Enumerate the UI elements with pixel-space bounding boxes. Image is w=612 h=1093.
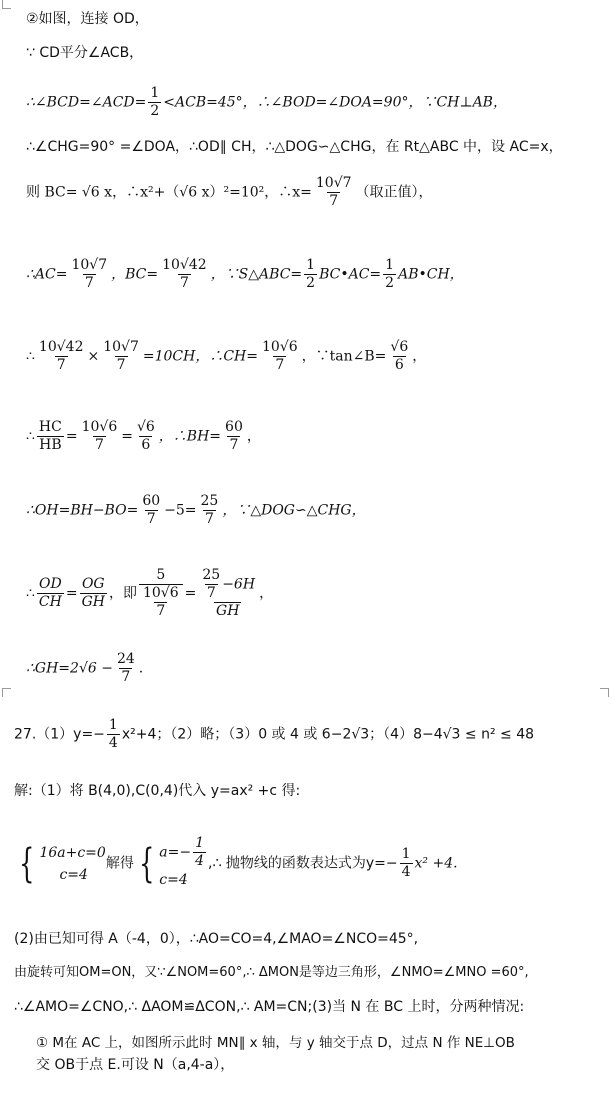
denominator: GH bbox=[81, 594, 105, 610]
text: = bbox=[65, 428, 78, 445]
fraction bbox=[80, 577, 107, 610]
equation bbox=[159, 836, 208, 869]
numerator: 25 bbox=[200, 493, 219, 509]
numerator: 1 bbox=[150, 85, 160, 101]
denominator: 7 bbox=[329, 193, 339, 209]
fraction bbox=[80, 420, 120, 453]
denominator: 7 bbox=[229, 437, 239, 453]
text: ，BC= bbox=[111, 266, 159, 283]
text: ∴∠BCD=∠ACD= bbox=[26, 94, 147, 111]
text: BC•AC= bbox=[319, 266, 382, 283]
text: ，∵△DOG∽△CHG， bbox=[222, 502, 366, 519]
denominator: 7 bbox=[116, 357, 126, 373]
q27-case1-line1 bbox=[36, 1034, 515, 1052]
text: ，∴BH= bbox=[158, 428, 222, 445]
numerator: 1 bbox=[195, 835, 205, 851]
text: =10CH，∴CH= bbox=[142, 348, 258, 365]
numerator: 5 bbox=[156, 567, 166, 583]
text: <ACB=45°，∴∠BOD=∠DOA=90°，∵CH⊥AB， bbox=[163, 94, 507, 111]
fraction bbox=[193, 836, 206, 869]
line-ch-value bbox=[26, 340, 426, 373]
numerator: 60 bbox=[225, 419, 243, 435]
numerator: √6 bbox=[390, 339, 409, 355]
numerator: 1 bbox=[108, 717, 118, 733]
q27-answers bbox=[14, 718, 534, 751]
fraction bbox=[37, 340, 86, 373]
q27-case1-line2 bbox=[36, 1056, 234, 1074]
text: (2)由已知可得 A（-4，0），∴AO=CO=4,∠MAO=∠NCO=45°, bbox=[14, 931, 419, 947]
fraction bbox=[115, 652, 137, 685]
text: ②如图，连接 OD， bbox=[26, 11, 149, 27]
denominator: 7 bbox=[94, 437, 104, 453]
numerator: 1 bbox=[401, 846, 411, 862]
compound-fraction bbox=[198, 568, 257, 619]
compound-fraction bbox=[139, 568, 183, 619]
numerator: 10√6 bbox=[142, 585, 179, 601]
denominator: 4 bbox=[195, 853, 205, 869]
numerator: 25 bbox=[202, 567, 221, 583]
line-bh-value bbox=[26, 420, 261, 453]
fraction bbox=[69, 258, 109, 291]
text: ， bbox=[259, 585, 274, 602]
fraction bbox=[400, 847, 413, 880]
denominator: 4 bbox=[108, 735, 118, 751]
fraction bbox=[314, 176, 354, 209]
denominator: 7 bbox=[146, 511, 156, 527]
denominator: 6 bbox=[394, 357, 404, 373]
line-ac-bc-area bbox=[26, 258, 464, 291]
text: ，即 bbox=[108, 585, 137, 602]
fraction bbox=[383, 258, 396, 291]
text: （取正值）， bbox=[355, 184, 433, 201]
line-angle-chg bbox=[26, 138, 563, 156]
fraction bbox=[160, 258, 209, 291]
text: x²+4；（2）略；（3）0 或 4 或 6−2√3；（4）8−4√3 ≤ n² ≤ 48 bbox=[121, 726, 535, 743]
text: ,∴ 抛物线的函数表达式为y=− bbox=[208, 855, 398, 872]
inner-fraction bbox=[200, 568, 222, 601]
numerator: 10√6 bbox=[81, 419, 118, 435]
denominator: 7 bbox=[121, 669, 131, 685]
denominator: GH bbox=[216, 603, 240, 619]
text: 27.（1）y=− bbox=[14, 726, 105, 743]
text: ，∵S△ABC= bbox=[210, 266, 303, 283]
denominator: 4 bbox=[401, 864, 411, 880]
text: −6H bbox=[222, 576, 256, 593]
text: ， bbox=[412, 348, 427, 365]
denominator: 7 bbox=[84, 275, 94, 291]
numerator: 1 bbox=[385, 257, 395, 273]
numerator: √6 bbox=[136, 419, 155, 435]
text: = bbox=[184, 585, 197, 602]
text: ， bbox=[246, 428, 261, 445]
text: x² +4. bbox=[414, 855, 458, 872]
text: −5= bbox=[164, 502, 197, 519]
fraction bbox=[148, 86, 161, 119]
fraction bbox=[304, 258, 317, 291]
fraction bbox=[199, 494, 221, 527]
q27-part2-line2 bbox=[14, 964, 529, 982]
fraction bbox=[135, 420, 157, 453]
text: 交 OB于点 E.可设 N（a,4-a）， bbox=[36, 1057, 235, 1073]
numerator: 10√7 bbox=[315, 175, 352, 191]
text: ∴ bbox=[26, 585, 35, 602]
line-connect-od bbox=[26, 10, 149, 28]
text: ，∵tan∠B= bbox=[301, 348, 387, 365]
text: 则 BC= √6 x，∴x²+（√6 x）²=10²，∴x= bbox=[26, 184, 312, 201]
numerator: OD bbox=[39, 576, 62, 592]
equation: c=4 bbox=[59, 866, 88, 883]
text: ∴GH=2√6 − bbox=[26, 660, 113, 677]
text: = bbox=[65, 585, 78, 602]
denominator: 7 bbox=[179, 275, 189, 291]
numerator: OG bbox=[81, 576, 105, 592]
text: ∴∠CHG=90° =∠DOA，∴OD∥ CH，∴△DOG∽△CHG，在 Rt△ABC 中，设 AC=x， bbox=[26, 139, 563, 155]
text: ∴∠AMO=∠CNO,∴ ΔAOM≌ΔCON,∴ AM=CN;(3)当 N 在 BC 上时，分两种情况: bbox=[14, 999, 525, 1015]
denominator: 2 bbox=[306, 275, 316, 291]
text: 解:（1）将 B(4,0),C(0,4)代入 y=ax² +c 得: bbox=[14, 783, 301, 799]
text: ① M在 AC 上，如图所示此时 MN∥ x 轴，与 y 轴交于点 D，过点 N 作 NE⊥OB bbox=[36, 1035, 515, 1051]
fraction bbox=[223, 420, 245, 453]
text: ∴ bbox=[26, 428, 35, 445]
numerator: 60 bbox=[142, 493, 161, 509]
numerator: HC bbox=[38, 419, 62, 435]
denominator: HB bbox=[39, 437, 62, 453]
fraction bbox=[260, 340, 300, 373]
fraction bbox=[101, 340, 141, 373]
corner-mark-mid-left bbox=[2, 688, 11, 697]
system bbox=[39, 842, 105, 886]
denominator: 7 bbox=[275, 357, 285, 373]
denominator bbox=[139, 584, 183, 619]
denominator: 2 bbox=[385, 275, 395, 291]
denominator: 7 bbox=[56, 357, 66, 373]
line-angle-bcd bbox=[26, 86, 507, 119]
brace-left: { bbox=[19, 840, 35, 887]
q27-part2-line1 bbox=[14, 930, 418, 948]
text: a=− bbox=[159, 844, 192, 861]
text: ∴ bbox=[26, 348, 35, 365]
q27-equation-system bbox=[14, 836, 458, 891]
equation: 16a+c=0 bbox=[39, 844, 106, 861]
brace-left: { bbox=[138, 840, 155, 887]
numerator: 24 bbox=[116, 651, 135, 667]
line-similar-ratio bbox=[26, 568, 273, 619]
text: . bbox=[138, 660, 144, 677]
line-cd-bisects bbox=[26, 44, 143, 62]
line-oh-value bbox=[26, 494, 366, 527]
denominator: 7 bbox=[204, 511, 214, 527]
text: ∴OH=BH−BO= bbox=[26, 502, 139, 519]
text: AB•CH， bbox=[398, 266, 464, 283]
fraction bbox=[37, 577, 64, 610]
denominator: 2 bbox=[150, 103, 160, 119]
text: 由旋转可知OM=ON，又∵∠NOM=60°,∴ ΔMON是等边三角形，∠NMO=∠MNO =60°, bbox=[14, 965, 529, 980]
q27-solution-intro bbox=[14, 782, 300, 800]
text: × bbox=[87, 348, 100, 365]
text: ∴AC= bbox=[26, 266, 68, 283]
numerator: 10√7 bbox=[71, 257, 108, 273]
corner-mark-mid-right bbox=[600, 688, 609, 697]
line-solve-x bbox=[26, 176, 433, 209]
text: ∵ CD平分∠ACB， bbox=[26, 45, 144, 61]
denominator: 7 bbox=[206, 585, 216, 601]
denominator: 7 bbox=[156, 603, 166, 619]
corner-mark-top-left bbox=[2, 0, 11, 9]
line-gh-value bbox=[26, 652, 143, 685]
fraction bbox=[107, 718, 120, 751]
text: 解得 bbox=[105, 855, 134, 872]
fraction bbox=[388, 340, 410, 373]
numerator bbox=[198, 568, 257, 602]
equation: c=4 bbox=[159, 872, 188, 888]
system bbox=[159, 836, 208, 891]
numerator: 10√42 bbox=[38, 339, 84, 355]
numerator: 1 bbox=[306, 257, 316, 273]
denominator: CH bbox=[38, 594, 62, 610]
numerator: 10√7 bbox=[103, 339, 139, 355]
numerator: 10√6 bbox=[262, 339, 298, 355]
inner-fraction bbox=[141, 586, 181, 619]
fraction bbox=[140, 494, 162, 527]
numerator: 10√42 bbox=[162, 257, 207, 273]
q27-part3-intro bbox=[14, 998, 524, 1016]
text: = bbox=[121, 428, 133, 445]
denominator: 6 bbox=[141, 437, 151, 453]
fraction bbox=[37, 420, 64, 453]
